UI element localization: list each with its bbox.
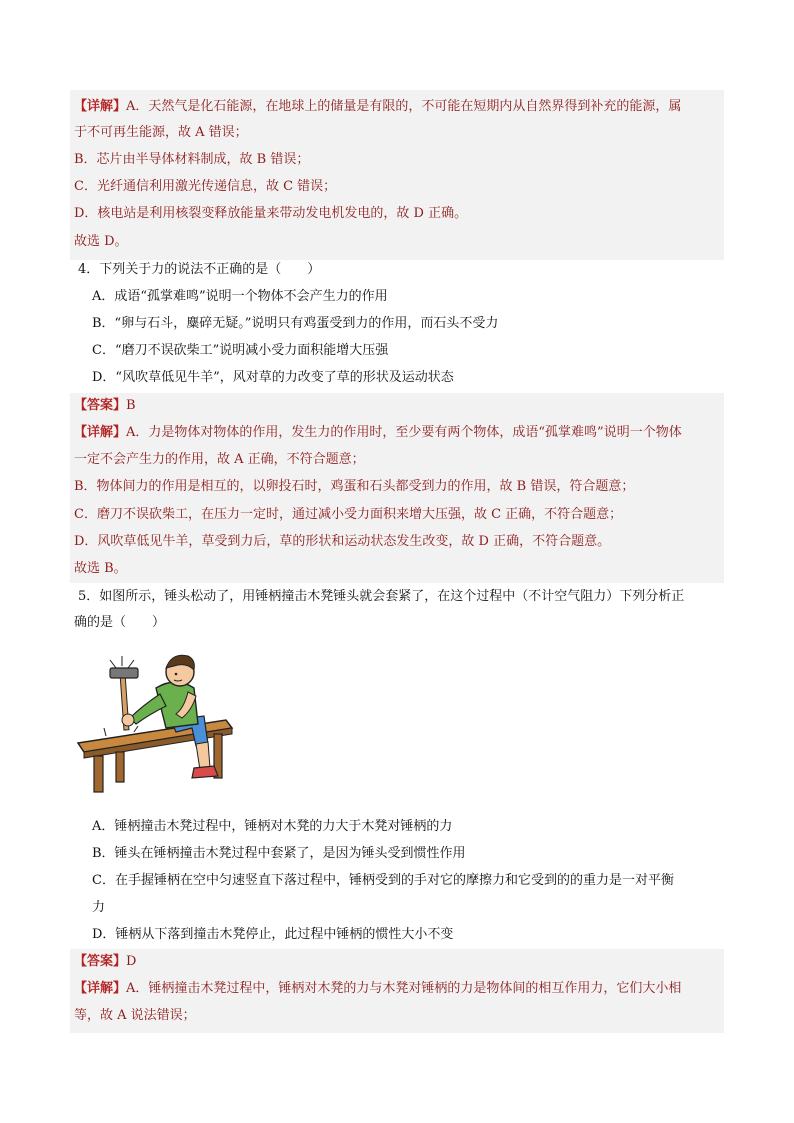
detail-tag: 【详解】 [74,981,127,996]
detail-line: 【详解】A．天然气是化石能源，在地球上的储量是有限的，不可能在短期内从自然界得到补充的能源，属 [74,99,682,114]
detail-line: B．芯片由半导体材料制成，故 B 错误； [74,152,310,167]
question-4-option-d: D．“风吹草低见牛羊”，风对草的力改变了草的形状及运动状态 [92,370,454,385]
question-4-option-a: A．成语“孤掌难鸣”说明一个物体不会产生力的作用 [92,289,388,304]
question-5-option-a: A．锤柄撞击木凳过程中，锤柄对木凳的力大于木凳对锤柄的力 [92,819,453,834]
question-5-option-c: C．在手握锤柄在空中匀速竖直下落过程中，锤柄受到的手对它的摩擦力和它受到的的重力是一对平衡 [92,873,674,888]
answer-tag: 【答案】 [74,954,127,969]
question-5-stem-continued: 确的是（ ） [74,615,166,630]
question-4-option-c: C．“磨刀不误砍柴工”说明减小受力面积能增大压强 [92,343,389,358]
question-5-stem: 5．如图所示，锤头松动了，用锤柄撞击木凳锤头就会套紧了，在这个过程中（不计空气阻力）下列分析正 [78,589,685,604]
answer-tag: 【答案】 [74,398,127,413]
question-5-option-b: B．锤头在锤柄撞击木凳过程中套紧了，是因为锤头受到惯性作用 [92,846,466,861]
conclusion-line: 故选 D。 [74,234,128,249]
detail-line: 【详解】A．力是物体对物体的作用，发生力的作用时，至少要有两个物体，成语“孤掌难鸣”说明一个物体 [74,425,682,440]
detail-line: 于不可再生能源，故 A 错误； [74,125,248,140]
question-4-stem: 4．下列关于力的说法不正确的是（ ） [78,262,321,277]
detail-tag: 【详解】 [74,425,127,440]
detail-tag: 【详解】 [74,99,127,114]
detail-line: 等，故 A 说法错误； [74,1008,196,1023]
detail-line: D．核电站是利用核裂变释放能量来带动发电机发电的，故 D 正确。 [74,206,468,221]
detail-line: C．磨刀不误砍柴工，在压力一定时，通过减小受力面积来增大压强，故 C 正确，不符合题意； [74,507,623,522]
hammer-bench-illustration [76,648,236,798]
question-5-option-c-continued: 力 [92,900,106,915]
conclusion-line: 故选 B。 [74,561,127,576]
question-4-option-b: B．“卵与石斗，麋碎无疑。”说明只有鸡蛋受到力的作用，而石头不受力 [92,316,499,331]
detail-line: 【详解】A．锤柄撞击木凳过程中，锤柄对木凳的力与木凳对锤柄的力是物体间的相互作用力，它们大小相 [74,981,682,996]
answer-line [74,953,136,971]
detail-line: B．物体间力的作用是相互的，以卵投石时，鸡蛋和石头都受到力的作用，故 B 错误，符合题意； [74,479,635,494]
question-5-option-d: D．锤柄从下落到撞击木凳停止，此过程中锤柄的惯性大小不变 [92,927,454,942]
detail-line: C．光纤通信利用激光传递信息，故 C 错误； [74,179,337,194]
answer-value: D [126,954,137,969]
answer-value: B [126,398,136,413]
answer-line [74,397,136,415]
detail-line: 一定不会产生力的作用，故 A 正确，不符合题意； [74,452,365,467]
detail-line: D．风吹草低见牛羊，草受到力后，草的形状和运动状态发生改变，故 D 正确，不符合题意。 [74,534,611,549]
